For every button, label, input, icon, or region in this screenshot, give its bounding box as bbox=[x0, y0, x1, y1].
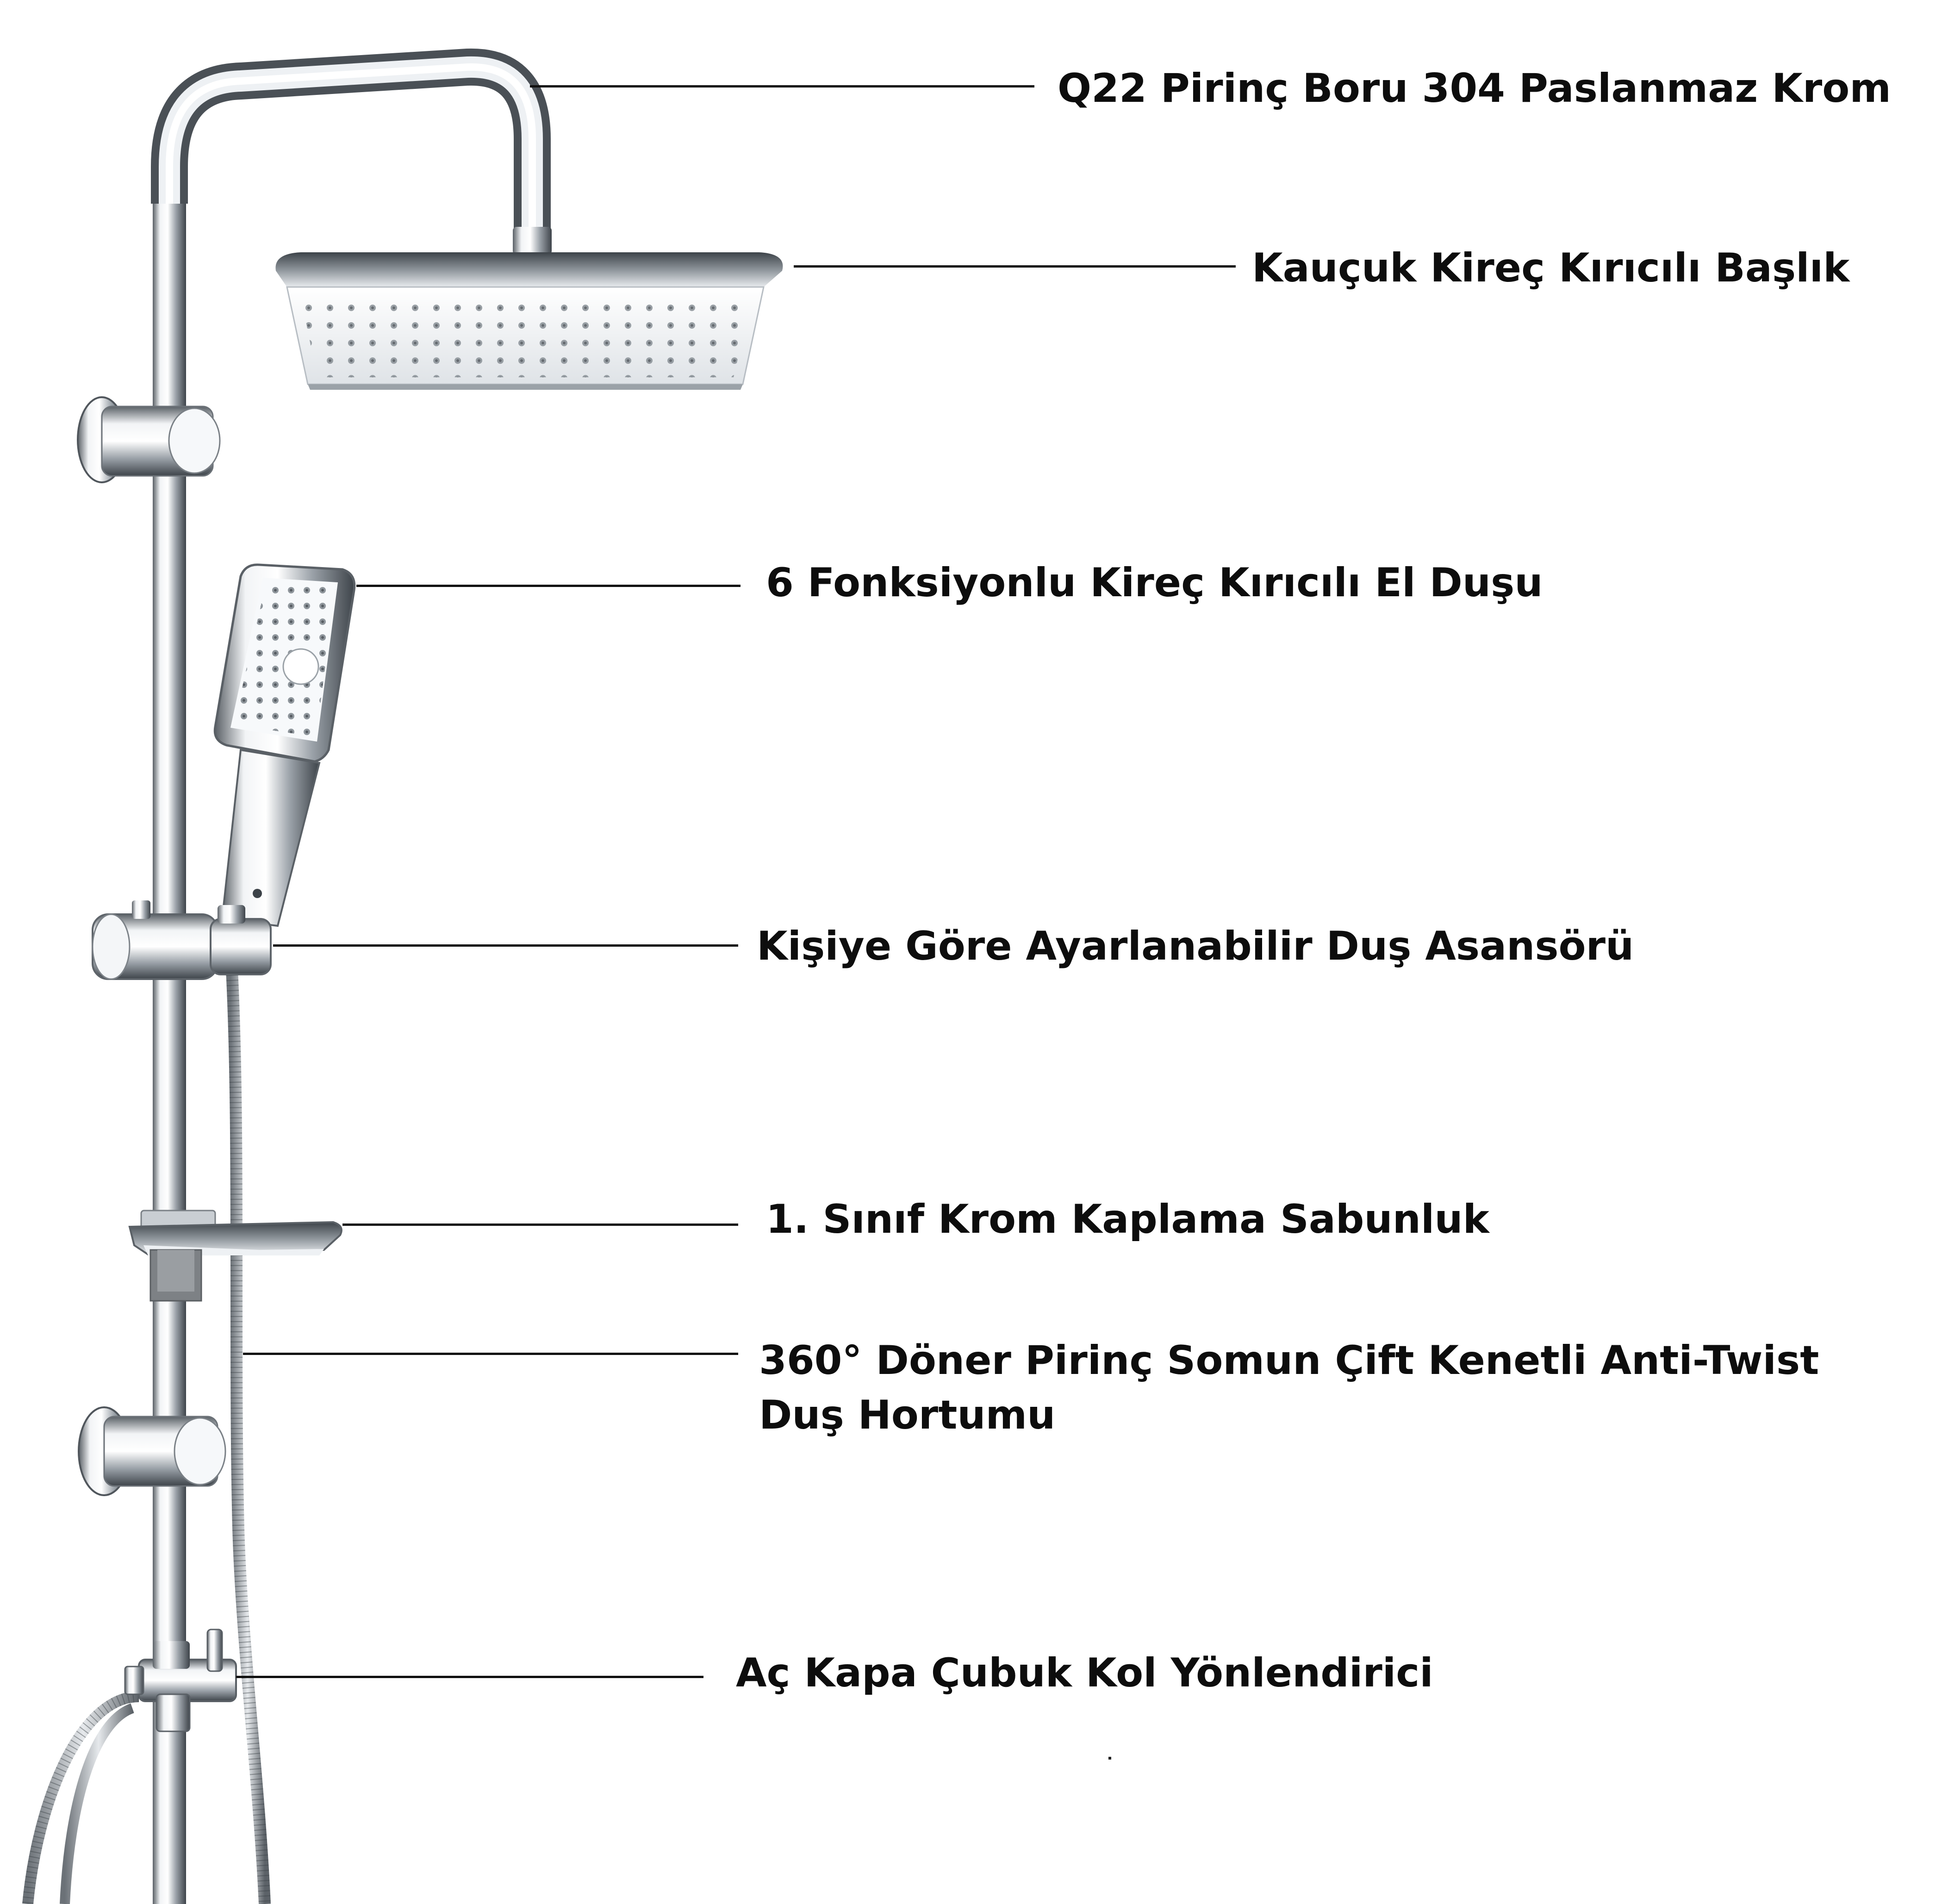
leader-line-slider bbox=[273, 944, 738, 947]
leader-line-hose bbox=[243, 1353, 738, 1355]
label-pipe: Q22 Pirinç Boru 304 Paslanmaz Krom bbox=[1058, 65, 1892, 112]
label-diverter: Aç Kapa Çubuk Kol Yönlendirici bbox=[736, 1650, 1433, 1696]
hand-shower bbox=[215, 565, 354, 926]
leader-line-diverter bbox=[236, 1676, 703, 1678]
top-wall-bracket bbox=[78, 397, 220, 482]
leader-line-pipe bbox=[530, 85, 1034, 87]
shower-hose bbox=[230, 944, 265, 1904]
label-soap-dish: 1. Sınıf Krom Kaplama Sabunluk bbox=[766, 1196, 1489, 1242]
label-shower-head: Kauçuk Kireç Kırıcılı Başlık bbox=[1252, 245, 1850, 291]
leader-line-soap bbox=[342, 1224, 738, 1226]
bottom-wall-bracket bbox=[79, 1407, 225, 1495]
label-slider: Kişiye Göre Ayarlanabilir Duş Asansörü bbox=[757, 923, 1634, 969]
leader-line-head bbox=[794, 265, 1236, 268]
rain-shower-head bbox=[275, 252, 783, 390]
label-hose: 360° Döner Pirinç Somun Çift Kenetli Anti-Twist Duş Hortumu bbox=[759, 1337, 1819, 1438]
label-hand-shower: 6 Fonksiyonlu Kireç Kırıcılı El Duşu bbox=[766, 560, 1543, 606]
leader-line-hand bbox=[356, 585, 741, 587]
diverter-valve bbox=[125, 1629, 236, 1731]
stray-dot bbox=[1108, 1757, 1111, 1760]
